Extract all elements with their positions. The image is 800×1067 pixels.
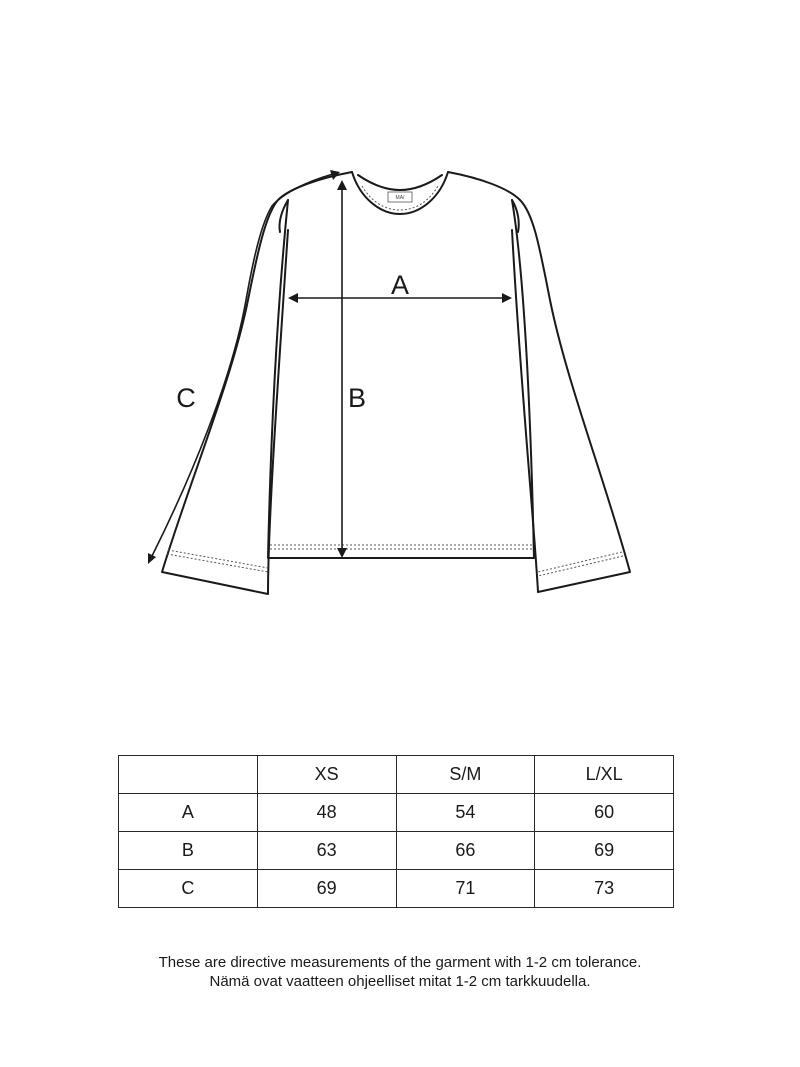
dimension-a-label: A bbox=[390, 270, 410, 300]
size-table-header-row bbox=[119, 756, 674, 794]
measurement-note-english: These are directive measurements of the garment with 1-2 cm tolerance. bbox=[158, 954, 642, 971]
dimension-b-label: B bbox=[347, 383, 367, 413]
row-label-a: A bbox=[119, 794, 258, 832]
cell-b-sm: 66 bbox=[396, 832, 535, 870]
cell-b-xs: 63 bbox=[257, 832, 396, 870]
cell-c-lxl: 73 bbox=[535, 870, 674, 908]
cell-a-xs: 48 bbox=[257, 794, 396, 832]
dimension-c-label: C bbox=[176, 383, 196, 413]
neck-tag-text: MA/ bbox=[395, 195, 405, 201]
left-cuff-stitch bbox=[167, 550, 268, 572]
dimension-a-arrowhead-left bbox=[288, 293, 298, 303]
cell-c-xs: 69 bbox=[257, 870, 396, 908]
size-header-lxl: L/XL bbox=[535, 756, 674, 794]
garment-body-outline bbox=[268, 200, 534, 558]
row-label-b: B bbox=[119, 832, 258, 870]
size-table-row-a bbox=[119, 794, 674, 832]
cell-a-lxl: 60 bbox=[535, 794, 674, 832]
size-header-sm: S/M bbox=[396, 756, 535, 794]
dimension-b-arrowhead-bottom bbox=[337, 548, 347, 558]
size-table-row-c bbox=[119, 870, 674, 908]
right-sleeve-outline bbox=[448, 172, 630, 592]
measurement-note-finnish: Nämä ovat vaatteen ohjeelliset mitat 1-2 cm tarkkuudella. bbox=[209, 973, 591, 990]
cell-a-sm: 54 bbox=[396, 794, 535, 832]
size-table-corner-cell bbox=[119, 756, 258, 794]
neckline-inner bbox=[358, 175, 442, 190]
measurement-note bbox=[0, 953, 800, 991]
dimension-a-arrowhead-right bbox=[502, 293, 512, 303]
size-header-xs: XS bbox=[257, 756, 396, 794]
size-table-row-b bbox=[119, 832, 674, 870]
dimension-c-arrow bbox=[152, 174, 333, 556]
cell-c-sm: 71 bbox=[396, 870, 535, 908]
size-table bbox=[118, 755, 674, 908]
right-cuff-stitch bbox=[538, 552, 623, 576]
dimension-b-arrowhead-top bbox=[337, 180, 347, 190]
row-label-c: C bbox=[119, 870, 258, 908]
hem-stitch bbox=[270, 545, 532, 549]
cell-b-lxl: 69 bbox=[535, 832, 674, 870]
